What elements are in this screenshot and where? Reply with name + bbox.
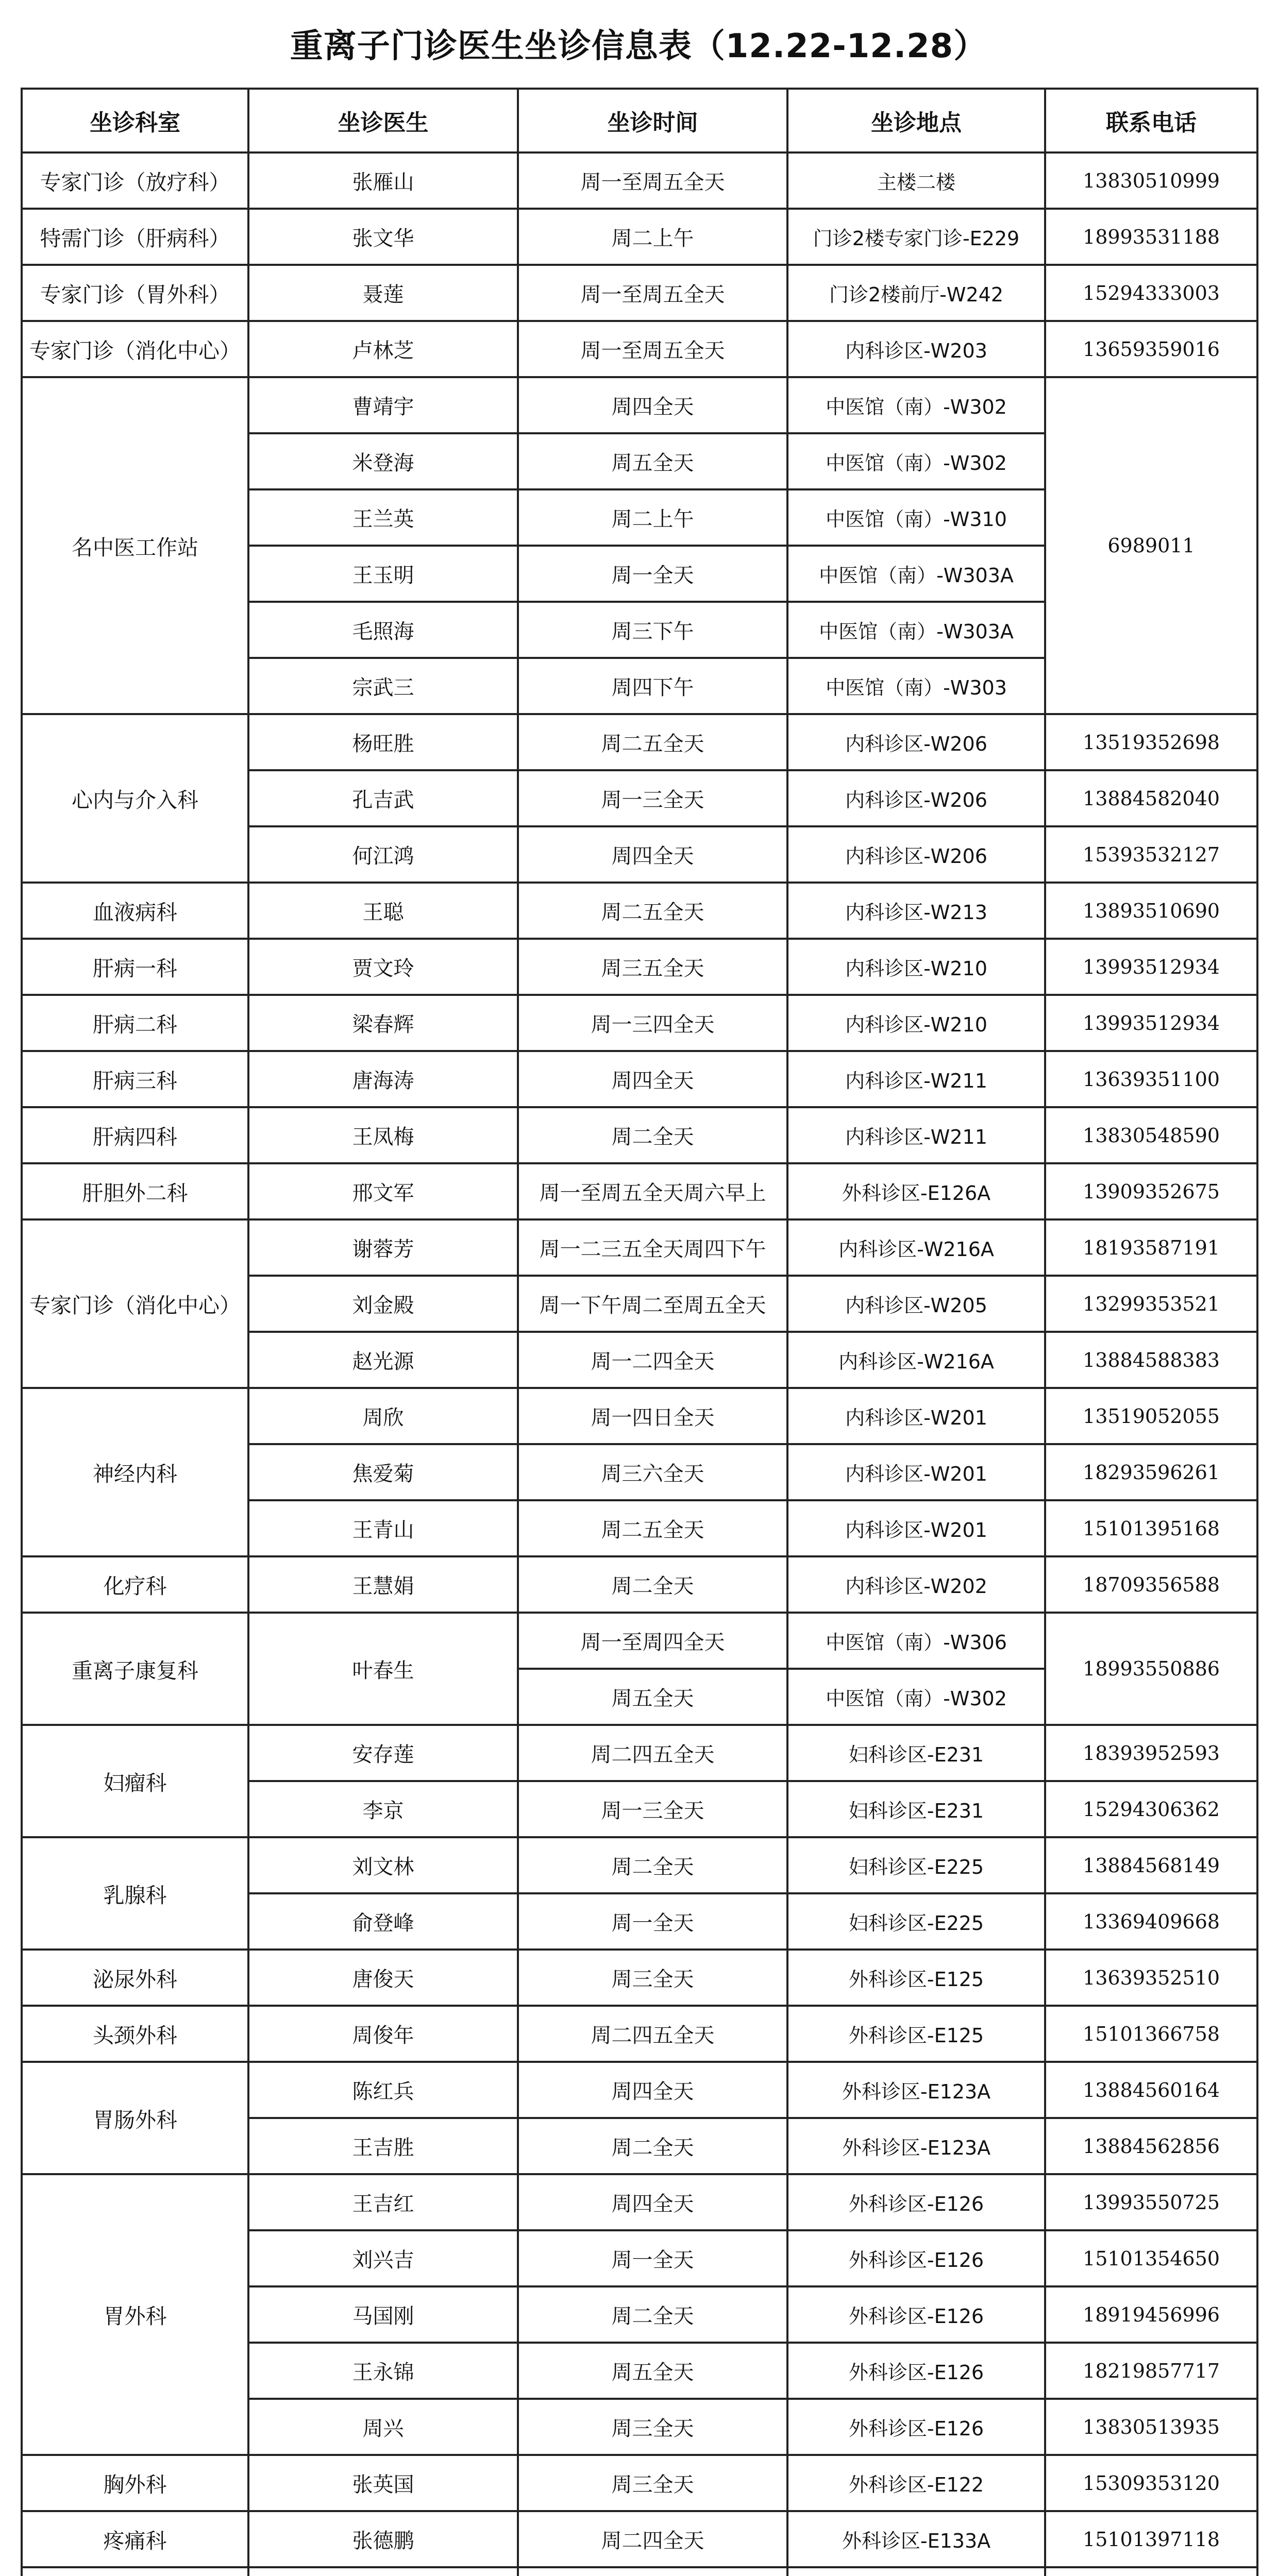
location-cell: 内科诊区-W213 (787, 883, 1045, 939)
dept-cell: 肝病一科 (22, 939, 248, 995)
location-cell: 内科诊区-W210 (787, 939, 1045, 995)
table-row (22, 939, 1257, 995)
doctor-cell: 谢蓉芳 (248, 1219, 518, 1276)
phone-cell: 13519352698 (1045, 714, 1257, 770)
dept-cell: 妇瘤科 (22, 1725, 248, 1837)
phone-cell: 18993531188 (1045, 209, 1257, 265)
dept-cell: 肝病三科 (22, 1051, 248, 1107)
time-cell: 周五全天 (518, 433, 787, 489)
doctor-cell: 宗武三 (248, 658, 518, 714)
location-cell: 外科诊区-E125 (787, 1950, 1045, 2006)
doctor-cell: 邢文军 (248, 1163, 518, 1219)
time-cell (518, 2567, 787, 2576)
dept-cell: 头颈外科 (22, 2006, 248, 2062)
doctor-cell: 王永锦 (248, 2343, 518, 2399)
location-cell: 妇科诊区-E231 (787, 1781, 1045, 1837)
doctor-cell: 王吉红 (248, 2174, 518, 2230)
table-row (22, 1613, 1257, 1669)
doctor-cell (248, 2567, 518, 2576)
dept-cell: 泌尿外科 (22, 1950, 248, 2006)
table-row (22, 2062, 1257, 2118)
time-cell: 周三全天 (518, 2399, 787, 2455)
location-cell: 内科诊区-W210 (787, 995, 1045, 1051)
time-cell: 周三六全天 (518, 1444, 787, 1500)
phone-cell: 13884568149 (1045, 1837, 1257, 1893)
time-cell: 周一三四全天 (518, 995, 787, 1051)
dept-cell: 乳腺科 (22, 1837, 248, 1950)
time-cell: 周二上午 (518, 209, 787, 265)
time-cell: 周一下午周二至周五全天 (518, 1276, 787, 1332)
time-cell: 周一全天 (518, 546, 787, 602)
phone-cell: 6989011 (1045, 377, 1257, 714)
location-cell: 外科诊区-E126 (787, 2230, 1045, 2286)
phone-cell: 13884588383 (1045, 1332, 1257, 1388)
phone-cell: 13884582040 (1045, 770, 1257, 826)
doctor-cell: 聂莲 (248, 265, 518, 321)
location-cell: 中医馆（南）-W302 (787, 377, 1045, 433)
location-cell: 内科诊区-W206 (787, 826, 1045, 883)
dept-cell: 疼痛科 (22, 2511, 248, 2567)
dept-cell: 胸外科 (22, 2455, 248, 2511)
location-cell: 中医馆（南）-W306 (787, 1613, 1045, 1669)
time-cell: 周三下午 (518, 602, 787, 658)
time-cell: 周一二四全天 (518, 1332, 787, 1388)
phone-cell: 13369409668 (1045, 1893, 1257, 1950)
doctor-cell: 焦爱菊 (248, 1444, 518, 1500)
location-cell: 中医馆（南）-W303A (787, 602, 1045, 658)
phone-cell: 18919456996 (1045, 2286, 1257, 2343)
location-cell: 中医馆（南）-W303A (787, 546, 1045, 602)
location-cell: 内科诊区-W206 (787, 770, 1045, 826)
location-cell: 内科诊区-W201 (787, 1444, 1045, 1500)
doctor-cell: 叶春生 (248, 1613, 518, 1725)
location-cell: 外科诊区-E123A (787, 2062, 1045, 2118)
phone-cell: 15101354650 (1045, 2230, 1257, 2286)
dept-cell: 名中医工作站 (22, 377, 248, 714)
phone-cell: 13830510999 (1045, 152, 1257, 209)
doctor-cell: 张德鹏 (248, 2511, 518, 2567)
table-row (22, 377, 1257, 433)
location-cell: 中医馆（南）-W302 (787, 433, 1045, 489)
doctor-cell: 卢林芝 (248, 321, 518, 377)
doctor-cell: 王玉明 (248, 546, 518, 602)
time-cell: 周一全天 (518, 2230, 787, 2286)
time-cell: 周一至周五全天周六早上 (518, 1163, 787, 1219)
table-row (22, 995, 1257, 1051)
time-cell: 周四全天 (518, 377, 787, 433)
location-cell: 内科诊区-W203 (787, 321, 1045, 377)
table-row (22, 152, 1257, 209)
phone-cell: 15101397118 (1045, 2511, 1257, 2567)
time-cell: 周二五全天 (518, 1500, 787, 1556)
time-cell: 周一四日全天 (518, 1388, 787, 1444)
phone-cell: 18993550886 (1045, 1613, 1257, 1725)
phone-cell: 15294333003 (1045, 265, 1257, 321)
time-cell: 周一三全天 (518, 1781, 787, 1837)
location-cell: 中医馆（南）-W302 (787, 1669, 1045, 1725)
phone-cell: 13893510690 (1045, 883, 1257, 939)
table-row (22, 1163, 1257, 1219)
location-cell: 外科诊区-E126 (787, 2343, 1045, 2399)
phone-cell: 13909352675 (1045, 1163, 1257, 1219)
doctor-cell: 唐海涛 (248, 1051, 518, 1107)
time-cell: 周二全天 (518, 2118, 787, 2174)
table-row (22, 2455, 1257, 2511)
phone-cell: 15101366758 (1045, 2006, 1257, 2062)
doctor-cell: 刘金殿 (248, 1276, 518, 1332)
location-cell: 门诊2楼前厅-W242 (787, 265, 1045, 321)
doctor-cell: 毛照海 (248, 602, 518, 658)
time-cell: 周二全天 (518, 1107, 787, 1163)
location-cell: 内科诊区-W201 (787, 1500, 1045, 1556)
dept-cell: 专家门诊（消化中心） (22, 321, 248, 377)
time-cell: 周一三全天 (518, 770, 787, 826)
time-cell: 周一全天 (518, 1893, 787, 1950)
location-cell: 妇科诊区-E225 (787, 1837, 1045, 1893)
time-cell: 周二五全天 (518, 714, 787, 770)
table-row (22, 1051, 1257, 1107)
table-row (22, 1837, 1257, 1893)
dept-cell: 专家门诊（消化中心） (22, 1219, 248, 1388)
location-cell: 内科诊区-W205 (787, 1276, 1045, 1332)
time-cell: 周三五全天 (518, 939, 787, 995)
location-cell: 外科诊区-E123A (787, 2118, 1045, 2174)
doctor-cell: 何江鸿 (248, 826, 518, 883)
page-title: 重离子门诊医生坐诊信息表（12.22-12.28） (290, 27, 987, 65)
location-cell: 外科诊区-E126A (787, 1163, 1045, 1219)
doctor-cell: 孔吉武 (248, 770, 518, 826)
phone-cell: 15393532127 (1045, 826, 1257, 883)
location-cell: 内科诊区-W211 (787, 1107, 1045, 1163)
phone-cell: 18393952593 (1045, 1725, 1257, 1781)
doctor-cell: 王吉胜 (248, 2118, 518, 2174)
time-cell: 周四全天 (518, 1051, 787, 1107)
dept-cell: 化疗科 (22, 1556, 248, 1613)
time-cell: 周三全天 (518, 1950, 787, 2006)
table-row (22, 1107, 1257, 1163)
dept-cell: 特需门诊（肝病科） (22, 209, 248, 265)
location-cell: 内科诊区-W216A (787, 1219, 1045, 1276)
time-cell: 周二上午 (518, 489, 787, 546)
doctor-cell: 刘兴吉 (248, 2230, 518, 2286)
location-cell: 内科诊区-W201 (787, 1388, 1045, 1444)
phone-cell: 18193587191 (1045, 1219, 1257, 1276)
doctor-cell: 曹靖宇 (248, 377, 518, 433)
phone-cell: 13884562856 (1045, 2118, 1257, 2174)
time-cell: 周一至周五全天 (518, 152, 787, 209)
location-cell (787, 2567, 1045, 2576)
time-cell: 周二四五全天 (518, 1725, 787, 1781)
phone-cell: 13884560164 (1045, 2062, 1257, 2118)
doctor-cell: 周俊年 (248, 2006, 518, 2062)
dept-cell: 神经内科 (22, 1388, 248, 1556)
doctor-cell: 俞登峰 (248, 1893, 518, 1950)
table-row (22, 1950, 1257, 2006)
time-cell: 周二四五全天 (518, 2006, 787, 2062)
location-cell: 中医馆（南）-W303 (787, 658, 1045, 714)
time-cell: 周二五全天 (518, 883, 787, 939)
location-cell: 外科诊区-E126 (787, 2399, 1045, 2455)
table-row (22, 265, 1257, 321)
doctor-cell: 王慧娟 (248, 1556, 518, 1613)
doctor-cell: 周兴 (248, 2399, 518, 2455)
time-cell: 周四全天 (518, 2174, 787, 2230)
phone-cell: 13993550725 (1045, 2174, 1257, 2230)
doctor-cell: 王凤梅 (248, 1107, 518, 1163)
phone-cell: 13639351100 (1045, 1051, 1257, 1107)
doctor-cell: 安存莲 (248, 1725, 518, 1781)
location-cell: 中医馆（南）-W310 (787, 489, 1045, 546)
phone-cell: 18709356588 (1045, 1556, 1257, 1613)
location-cell: 内科诊区-W202 (787, 1556, 1045, 1613)
time-cell: 周四下午 (518, 658, 787, 714)
time-cell: 周二全天 (518, 1837, 787, 1893)
dept-cell: 肝病四科 (22, 1107, 248, 1163)
dept-cell: 专家门诊（胃外科） (22, 265, 248, 321)
location-cell: 妇科诊区-E225 (787, 1893, 1045, 1950)
doctor-cell: 刘文林 (248, 1837, 518, 1893)
table-row (22, 883, 1257, 939)
time-cell: 周三全天 (518, 2455, 787, 2511)
schedule-table (21, 88, 1258, 2576)
dept-cell: 胃外科 (22, 2174, 248, 2455)
dept-cell: 胃肠外科 (22, 2062, 248, 2174)
location-cell: 门诊2楼专家门诊-E229 (787, 209, 1045, 265)
location-cell: 外科诊区-E125 (787, 2006, 1045, 2062)
time-cell: 周二四全天 (518, 2511, 787, 2567)
phone-cell: 18219857717 (1045, 2343, 1257, 2399)
location-cell: 外科诊区-E126 (787, 2286, 1045, 2343)
phone-cell: 15309353120 (1045, 2455, 1257, 2511)
phone-cell: 13993512934 (1045, 939, 1257, 995)
table-row (22, 1388, 1257, 1444)
doctor-cell: 王兰英 (248, 489, 518, 546)
phone-cell: 18293596261 (1045, 1444, 1257, 1500)
doctor-cell: 周欣 (248, 1388, 518, 1444)
doctor-cell: 张雁山 (248, 152, 518, 209)
phone-cell: 13519052055 (1045, 1388, 1257, 1444)
dept-cell: 专家门诊（放疗科） (22, 152, 248, 209)
table-row (22, 714, 1257, 770)
header-row (22, 89, 1257, 152)
doctor-cell: 米登海 (248, 433, 518, 489)
location-cell: 妇科诊区-E231 (787, 1725, 1045, 1781)
table-row (22, 2567, 1257, 2576)
doctor-cell: 王聪 (248, 883, 518, 939)
dept-cell (22, 2567, 248, 2576)
time-cell: 周一至周五全天 (518, 321, 787, 377)
time-cell: 周二全天 (518, 1556, 787, 1613)
doctor-cell: 马国刚 (248, 2286, 518, 2343)
phone-cell: 13299353521 (1045, 1276, 1257, 1332)
time-cell: 周四全天 (518, 826, 787, 883)
time-cell: 周二全天 (518, 2286, 787, 2343)
doctor-cell: 唐俊天 (248, 1950, 518, 2006)
table-row (22, 321, 1257, 377)
table-row (22, 1725, 1257, 1781)
phone-cell: 13993512934 (1045, 995, 1257, 1051)
time-cell: 周一至周五全天 (518, 265, 787, 321)
location-cell: 内科诊区-W211 (787, 1051, 1045, 1107)
location-cell: 外科诊区-E126 (787, 2174, 1045, 2230)
phone-cell: 13830513935 (1045, 2399, 1257, 2455)
schedule-body (22, 152, 1257, 2576)
time-cell: 周一二三五全天周四下午 (518, 1219, 787, 1276)
phone-cell: 13639352510 (1045, 1950, 1257, 2006)
phone-cell: 15294306362 (1045, 1781, 1257, 1837)
doctor-cell: 贾文玲 (248, 939, 518, 995)
doctor-cell: 张英国 (248, 2455, 518, 2511)
phone-cell: 13659359016 (1045, 321, 1257, 377)
header-doctor: 坐诊医生 (248, 89, 518, 152)
time-cell: 周五全天 (518, 1669, 787, 1725)
dept-cell: 肝胆外二科 (22, 1163, 248, 1219)
location-cell: 外科诊区-E122 (787, 2455, 1045, 2511)
header-phone: 联系电话 (1045, 89, 1257, 152)
dept-cell: 重离子康复科 (22, 1613, 248, 1725)
doctor-cell: 梁春辉 (248, 995, 518, 1051)
table-row (22, 1219, 1257, 1276)
doctor-cell: 杨旺胜 (248, 714, 518, 770)
table-row (22, 1556, 1257, 1613)
time-cell: 周四全天 (518, 2062, 787, 2118)
table-row (22, 209, 1257, 265)
doctor-cell: 赵光源 (248, 1332, 518, 1388)
header-time: 坐诊时间 (518, 89, 787, 152)
header-location: 坐诊地点 (787, 89, 1045, 152)
table-row (22, 2511, 1257, 2567)
table-row (22, 2174, 1257, 2230)
table-row (22, 2006, 1257, 2062)
phone-cell (1045, 2567, 1257, 2576)
dept-cell: 心内与介入科 (22, 714, 248, 883)
location-cell: 内科诊区-W216A (787, 1332, 1045, 1388)
phone-cell: 13830548590 (1045, 1107, 1257, 1163)
dept-cell: 肝病二科 (22, 995, 248, 1051)
phone-cell: 15101395168 (1045, 1500, 1257, 1556)
time-cell: 周五全天 (518, 2343, 787, 2399)
doctor-cell: 陈红兵 (248, 2062, 518, 2118)
location-cell: 内科诊区-W206 (787, 714, 1045, 770)
time-cell: 周一至周四全天 (518, 1613, 787, 1669)
header-dept: 坐诊科室 (22, 89, 248, 152)
doctor-cell: 张文华 (248, 209, 518, 265)
doctor-cell: 王青山 (248, 1500, 518, 1556)
dept-cell: 血液病科 (22, 883, 248, 939)
location-cell: 外科诊区-E133A (787, 2511, 1045, 2567)
location-cell: 主楼二楼 (787, 152, 1045, 209)
doctor-cell: 李京 (248, 1781, 518, 1837)
